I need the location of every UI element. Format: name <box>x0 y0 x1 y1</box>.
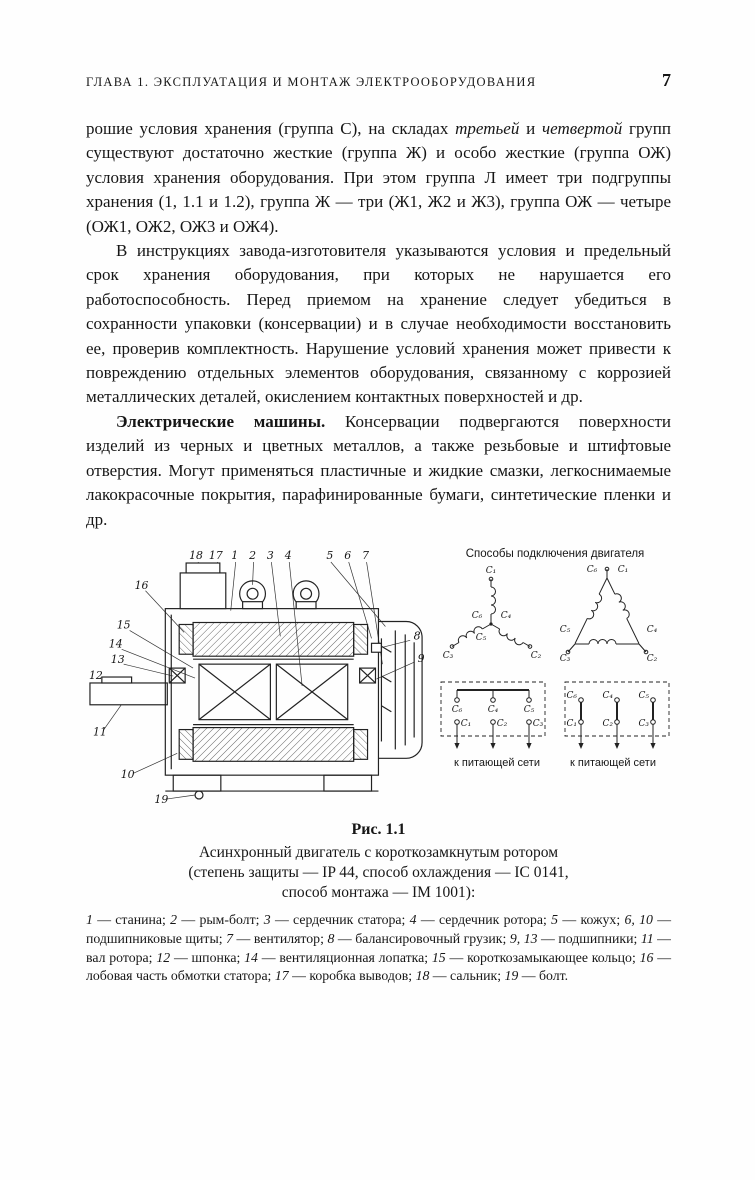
svg-text:C₂: C₂ <box>602 718 613 729</box>
connection-labels <box>443 565 658 664</box>
svg-text:C₂: C₂ <box>496 718 508 729</box>
terminal-board-star <box>441 682 545 749</box>
figure-number: Рис. 1.1 <box>351 820 406 838</box>
legend-item-number: 15 <box>431 949 446 965</box>
svg-text:C₆: C₆ <box>566 690 577 701</box>
text-run: Консервации подвергаются поверхности изделий из черных и цветных металлов, а также резьбовые и штифтовые отверстия. Могут применяться пластичные и жидкие смазки, легкоснимаемые лакокрасочные покрытия, парафинированные бумаги, синтетические пленки и др. <box>86 411 671 529</box>
svg-text:C₄: C₄ <box>602 690 613 701</box>
svg-text:C₅: C₅ <box>638 690 649 701</box>
svg-text:11: 11 <box>92 725 107 739</box>
page-number: 7 <box>662 70 671 90</box>
svg-text:C₄: C₄ <box>487 704 499 715</box>
svg-text:C₄: C₄ <box>646 624 658 635</box>
callout-numbers <box>89 549 425 806</box>
svg-text:15: 15 <box>116 618 131 632</box>
svg-text:2: 2 <box>249 548 257 562</box>
svg-text:C₆: C₆ <box>471 610 483 621</box>
legend-item-number: 7 <box>226 930 233 946</box>
svg-text:18: 18 <box>189 548 203 562</box>
svg-text:C₆: C₆ <box>451 704 463 715</box>
svg-text:C₃: C₃ <box>532 718 544 729</box>
supply-label-star: к питающей сети <box>454 756 540 769</box>
legend-item-number: 11 <box>640 930 654 946</box>
svg-text:C₁: C₁ <box>485 565 497 576</box>
text-run: В инструкциях завода-изготовителя указываются условия и предельный срок хранения оборудования, при которых не нарушается его работоспособность. Перед приемом на хранение следует убедиться в сохранности упаковки (консервации) и в случае необходимости восстановить ее, проверив комплектность. Нарушение условий хранения может привести к повреждению отдельных элементов оборудования, связанному с коррозией металлических деталей, окислением контактных поверхностей и др. <box>86 241 671 407</box>
legend-item-number: 18 <box>415 968 430 984</box>
delta-connection <box>566 564 648 654</box>
svg-text:C₃: C₃ <box>442 650 454 661</box>
legend-item-number: 17 <box>274 968 289 984</box>
text-run: четвертой <box>542 119 623 138</box>
svg-text:C₁: C₁ <box>460 718 472 729</box>
terminal-boards-diagram <box>439 676 671 756</box>
page-header <box>86 70 671 91</box>
svg-text:C₃: C₃ <box>559 653 571 664</box>
svg-text:4: 4 <box>284 548 292 562</box>
body-text <box>86 117 671 532</box>
text-run: третьей <box>455 119 520 138</box>
svg-text:13: 13 <box>110 653 125 667</box>
supply-label-delta: к питающей сети <box>570 756 656 769</box>
svg-text:7: 7 <box>362 548 370 562</box>
legend-item-number: 1 <box>86 911 93 927</box>
figure-subtitle-2: способ монтажа — IM 1001): <box>281 883 476 901</box>
svg-text:C₂: C₂ <box>646 653 658 664</box>
svg-text:C₁: C₁ <box>566 718 577 729</box>
svg-text:9: 9 <box>417 652 425 666</box>
text-run: и <box>519 119 543 138</box>
motor-cross-section-diagram <box>86 546 431 814</box>
svg-text:16: 16 <box>134 578 149 592</box>
svg-text:19: 19 <box>154 792 169 806</box>
legend-item-number: 4 <box>409 911 417 927</box>
figure-caption <box>86 820 671 903</box>
legend-item-number: 8 <box>327 930 335 946</box>
star-connection <box>448 577 532 651</box>
svg-text:1: 1 <box>231 548 239 562</box>
figure-subtitle-1: (степень защиты — IP 44, способ охлаждения — IC 0141, <box>188 863 569 881</box>
svg-text:C₄: C₄ <box>500 610 512 621</box>
svg-text:12: 12 <box>88 668 103 682</box>
legend-item-number: 14 <box>244 949 258 965</box>
svg-text:3: 3 <box>266 548 274 562</box>
legend-item-number: 16 <box>639 949 654 965</box>
legend-item-number: 19 <box>504 968 519 984</box>
legend-item-number: 6, 10 <box>624 911 653 927</box>
legend-item-number: 5 <box>551 911 559 927</box>
figure-legend: 1 — станина; 2 — рым-болт; 3 — сердечник статора; 4 — сердечник ротора; 5 — кожух; 6, 10 — подшипниковые щиты; 7 — вентилятор; 8 — балансировочный грузик; 9, 13 — подшипники; 11 — вал ротора; 12 — шпонка; 14 — вентиляционная лопатка; 15 — короткозамыкающее кольцо; 16 — лобовая часть обмотки статора; 17 — коробка выводов; 18 — сальник; 19 — болт. <box>86 911 672 984</box>
svg-text:C₂: C₂ <box>530 650 542 661</box>
svg-text:C₃: C₃ <box>638 718 649 729</box>
svg-text:8: 8 <box>413 629 421 643</box>
svg-text:6: 6 <box>344 548 352 562</box>
running-title: ГЛАВА 1. ЭКСПЛУАТАЦИЯ И МОНТАЖ ЭЛЕКТРООБОРУДОВАНИЯ <box>86 75 537 89</box>
svg-text:10: 10 <box>120 768 135 782</box>
svg-text:C₅: C₅ <box>475 632 487 643</box>
figure-title: Асинхронный двигатель с короткозамкнутым ротором <box>198 843 559 861</box>
text-run: рошие условия хранения (группа С), на складах <box>86 119 456 138</box>
svg-text:C₆: C₆ <box>586 564 598 575</box>
wiring-diagrams <box>439 546 671 769</box>
wiring-title: Способы подключения двигателя <box>465 547 645 560</box>
legend-item-number: 2 <box>170 911 178 927</box>
svg-text:5: 5 <box>326 548 334 562</box>
legend-item-number: 3 <box>263 911 271 927</box>
text-run: групп существуют достаточно жесткие (группа Ж) и особо жесткие (группа ОЖ) условия хранения оборудования. При этом группа Л имеет три подгруппы хранения (1, 1.1 и 1.2), группа Ж — три (Ж1, Ж2 и Ж3), группа ОЖ — четыре (ОЖ1, ОЖ2, ОЖ3 и ОЖ4). <box>86 119 671 236</box>
svg-text:17: 17 <box>208 548 223 562</box>
svg-text:C₁: C₁ <box>617 564 629 575</box>
supply-labels <box>439 757 671 769</box>
terminal-board-delta <box>565 682 669 749</box>
svg-text:14: 14 <box>108 637 123 651</box>
legend-item-number: 9, 13 <box>509 930 538 946</box>
text-run: Электрические машины. <box>116 411 326 431</box>
paragraph <box>86 239 671 410</box>
star-delta-connection-diagram <box>439 562 671 670</box>
callout-leader-lines <box>102 562 414 799</box>
paragraph <box>86 410 671 532</box>
paragraph <box>86 117 671 239</box>
legend-item-number: 12 <box>156 949 171 965</box>
figure-1-1 <box>86 546 671 986</box>
svg-text:C₅: C₅ <box>523 704 535 715</box>
svg-text:C₅: C₅ <box>559 624 571 635</box>
figure-artwork <box>86 546 671 814</box>
